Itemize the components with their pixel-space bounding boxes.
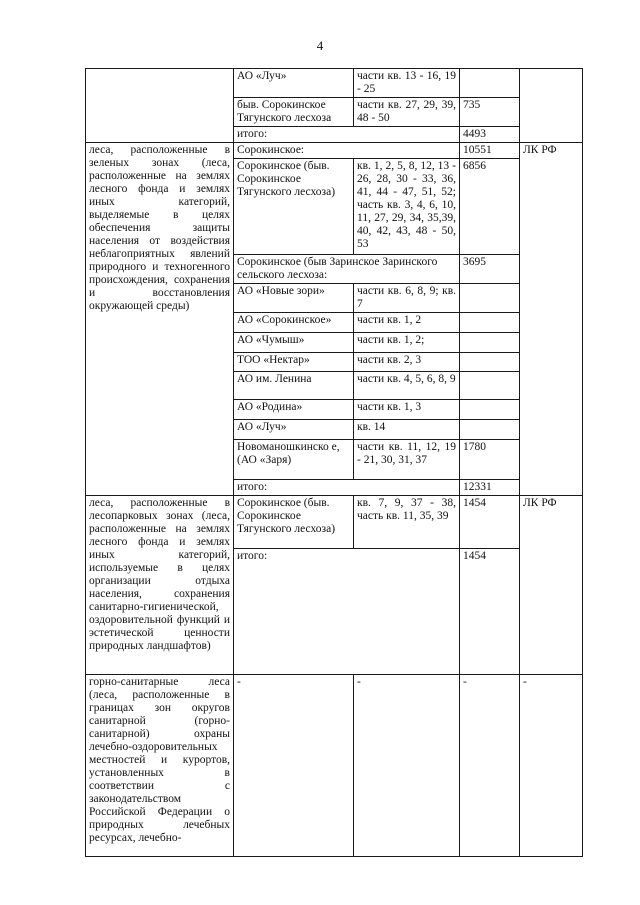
location-cell: АО «Родина» (234, 400, 354, 420)
basis-cell: ЛК РФ (520, 496, 583, 675)
quarters-cell: части кв. 1, 3 (354, 400, 460, 420)
location-cell: АО «Новые зори» (234, 284, 354, 313)
area-cell: 1454 (460, 549, 520, 675)
table-row (86, 675, 583, 857)
location-cell: ТОО «Нектар» (234, 353, 354, 372)
location-cell: быв. Сорокинское Тягунского лесхоза (234, 98, 354, 127)
quarters-cell: части кв. 13 - 16, 19 - 25 (354, 69, 460, 98)
area-cell: 4493 (460, 127, 520, 143)
location-cell: АО «Луч» (234, 420, 354, 440)
area-cell: 6856 (460, 159, 520, 255)
area-cell (460, 69, 520, 98)
table-row (86, 496, 583, 549)
total-label: итого: (234, 480, 460, 496)
total-label: итого: (234, 549, 460, 675)
quarters-cell: части кв. 27, 29, 39, 48 - 50 (354, 98, 460, 127)
area-cell: 1454 (460, 496, 520, 549)
table-row (86, 69, 583, 98)
quarters-cell: части кв. 11, 12, 19 - 21, 30, 31, 37 (354, 440, 460, 480)
quarters-cell: части кв. 1, 2; (354, 333, 460, 353)
area-cell (460, 353, 520, 372)
location-cell: Сорокинское (быв. Сорокинское Тягунского лесхоза) (234, 496, 354, 549)
quarters-cell: кв. 14 (354, 420, 460, 440)
location-cell: Новоманошкинско е, (АО «Заря) (234, 440, 354, 480)
area-cell (460, 333, 520, 353)
forest-table (85, 68, 583, 857)
quarters-cell: кв. 7, 9, 37 - 38, часть кв. 11, 35, 39 (354, 496, 460, 549)
page-number: 4 (316, 38, 324, 53)
area-cell: 3695 (460, 255, 520, 284)
table-row (86, 143, 583, 159)
quarters-cell: кв. 1, 2, 5, 8, 12, 13 - 26, 28, 30 - 33, 36, 41, 44 - 47, 51, 52; часть кв. 3, 4, 6, 10, 11, 27, 29, 34, 35,39, 40, 42, 43, 48 - 50, 53 (354, 159, 460, 255)
quarters-cell: части кв. 4, 5, 6, 8, 9 (354, 372, 460, 400)
category-cell-empty (86, 69, 234, 143)
category-cell: леса, расположенные в лесопарковых зонах (леса, расположенные на землях лесного фонда и землях иных категорий, используемые в целях организации отдыха населения, сохранения санитарно-гигиенической, оздоровительной функций и эстетической ценности природных ландшафтов) (86, 496, 234, 675)
area-cell: 12331 (460, 480, 520, 496)
location-cell: Сорокинское: (234, 143, 460, 159)
area-cell (460, 372, 520, 400)
quarters-cell: части кв. 2, 3 (354, 353, 460, 372)
location-cell: Сорокинское (быв Заринское Заринского сельского лесхоза: (234, 255, 460, 284)
quarters-cell: - (354, 675, 460, 857)
area-cell: 10551 (460, 143, 520, 159)
location-cell: АО «Сорокинское» (234, 313, 354, 333)
area-cell (460, 313, 520, 333)
area-cell (460, 284, 520, 313)
basis-cell: ЛК РФ (520, 143, 583, 496)
area-cell (460, 420, 520, 440)
basis-cell: - (520, 675, 583, 857)
category-cell: леса, расположенные в зеленых зонах (леса, расположенные на землях лесного фонда и землях иных категорий, выделяемые в целях обеспечения защиты населения от воздействия неблагоприятных явлений природного и техногенного происхождения, сохранения и восстановления окружающей среды) (86, 143, 234, 496)
location-cell: Сорокинское (быв. Сорокинское Тягунского лесхоза) (234, 159, 354, 255)
location-cell: АО им. Ленина (234, 372, 354, 400)
area-cell: - (460, 675, 520, 857)
category-cell: горно-санитарные леса (леса, расположенные в границах зон округов санитарной (горно-санитарной) охраны лечебно-оздоровительных местностей и курортов, установленных в соответствии с законодательством Российской Федерации о природных лечебных ресурсах, лечебно- (86, 675, 234, 857)
basis-cell (520, 69, 583, 143)
area-cell: 735 (460, 98, 520, 127)
location-cell: АО «Луч» (234, 69, 354, 98)
area-cell: 1780 (460, 440, 520, 480)
quarters-cell: части кв. 6, 8, 9; кв. 7 (354, 284, 460, 313)
area-cell (460, 400, 520, 420)
location-cell: АО «Чумыш» (234, 333, 354, 353)
total-label: итого: (234, 127, 460, 143)
quarters-cell: части кв. 1, 2 (354, 313, 460, 333)
location-cell: - (234, 675, 354, 857)
